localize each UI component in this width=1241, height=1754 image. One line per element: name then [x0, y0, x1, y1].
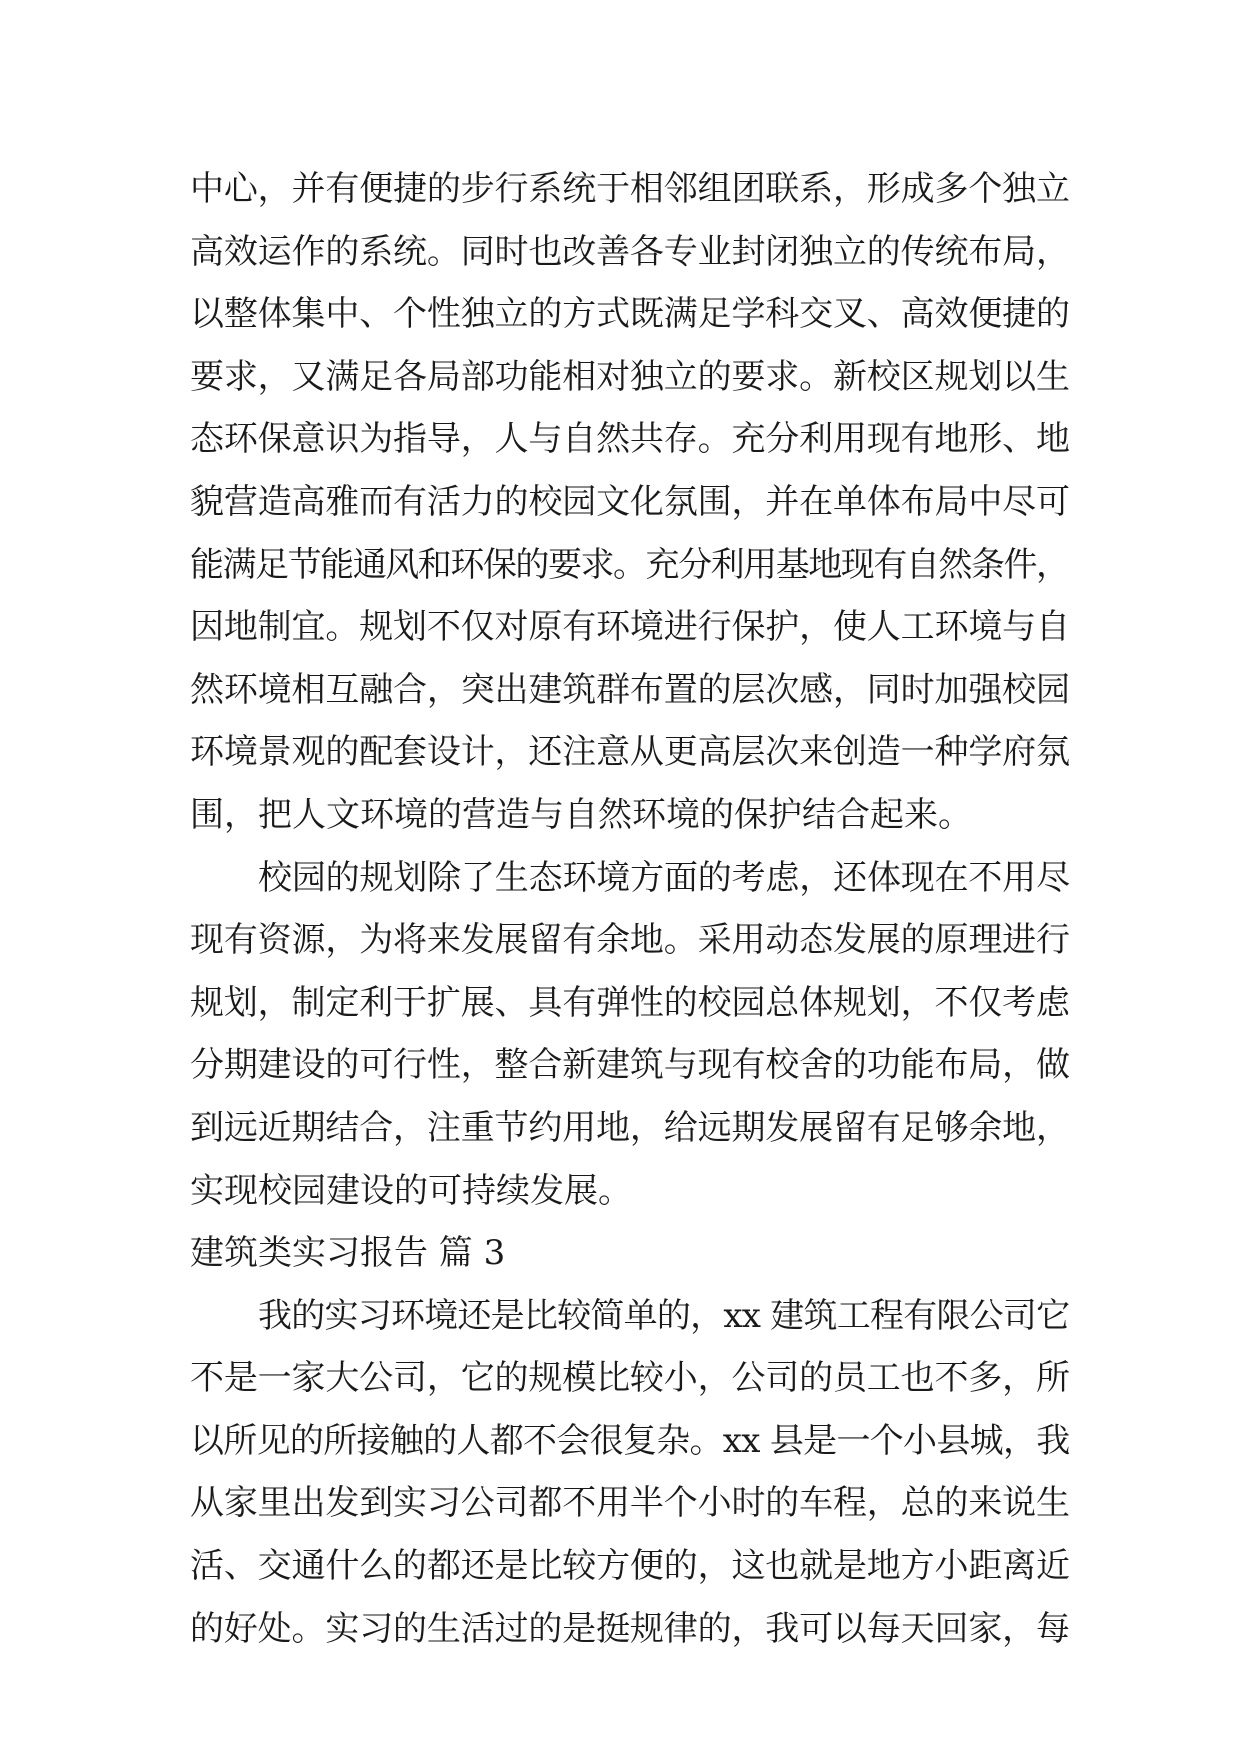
text-line: 到远近期结合，注重节约用地，给远期发展留有足够余地，: [190, 1107, 1070, 1148]
text-line: 规划，制定利于扩展、具有弹性的校园总体规划，不仅考虑: [190, 982, 1070, 1023]
text-line: 然环境相互融合，突出建筑群布置的层次感，同时加强校园: [190, 669, 1070, 710]
text-line: 以所见的所接触的人都不会很复杂。xx 县是一个小县城，我: [190, 1420, 1070, 1461]
text-line: 不是一家大公司，它的规模比较小，公司的员工也不多，所: [190, 1358, 1070, 1399]
text-line: 现有资源，为将来发展留有余地。采用动态发展的原理进行: [190, 920, 1070, 961]
text-line: 因地制宜。规划不仅对原有环境进行保护，使人工环境与自: [190, 607, 1070, 648]
text-line: 中心，并有便捷的步行系统于相邻组团联系，形成多个独立: [190, 169, 1070, 209]
document-body: [190, 158, 1070, 1660]
text-line: 能满足节能通风和环保的要求。充分利用基地现有自然条件，: [190, 544, 1069, 585]
text-line: 高效运作的系统。同时也改善各专业封闭独立的传统布局，: [190, 231, 1070, 272]
text-line: 校园的规划除了生态环境方面的考虑，还体现在不用尽: [258, 857, 1070, 898]
text-line: 以整体集中、个性独立的方式既满足学科交叉、高效便捷的: [190, 294, 1070, 335]
text-line: 从家里出发到实习公司都不用半个小时的车程，总的来说生: [190, 1483, 1070, 1524]
text-line: 要求，又满足各局部功能相对独立的要求。新校区规划以生: [190, 356, 1070, 397]
text-line: 态环保意识为指导，人与自然共存。充分利用现有地形、地: [190, 419, 1070, 460]
text-line: 的好处。实习的生活过的是挺规律的，我可以每天回家，每: [190, 1608, 1070, 1649]
text-line: 围，把人文环境的营造与自然环境的保护结合起来。: [190, 794, 972, 835]
text-line: 我的实习环境还是比较简单的，xx 建筑工程有限公司它: [258, 1295, 1070, 1336]
text-line: 实现校园建设的可持续发展。: [190, 1170, 632, 1211]
text-line: 分期建设的可行性，整合新建筑与现有校舍的功能布局，做: [190, 1045, 1070, 1086]
section-heading: 建筑类实习报告 篇 3: [190, 1233, 506, 1274]
text-line: 环境景观的配套设计，还注意从更高层次来创造一种学府氛: [190, 732, 1070, 773]
text-line: 活、交通什么的都还是比较方便的，这也就是地方小距离近: [190, 1546, 1070, 1587]
text-line: 貌营造高雅而有活力的校园文化氛围，并在单体布局中尽可: [190, 481, 1070, 522]
